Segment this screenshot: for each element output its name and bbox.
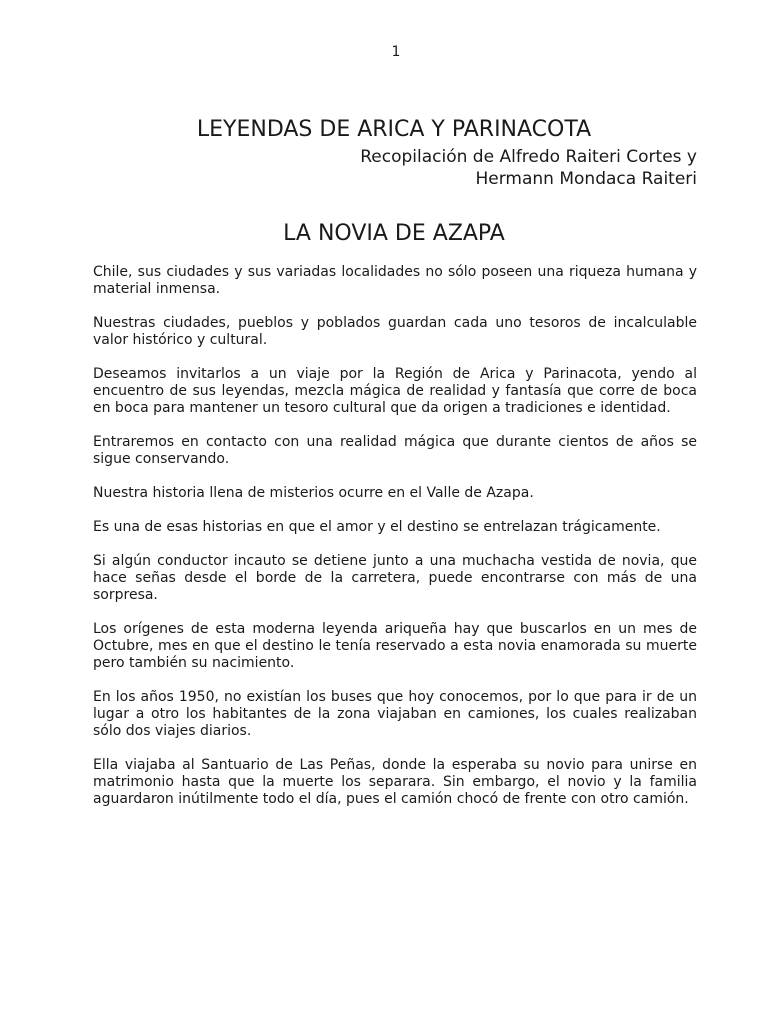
paragraph: Nuestra historia llena de misterios ocurre en el Valle de Azapa. xyxy=(93,485,534,501)
subtitle xyxy=(360,146,697,190)
paragraph: Los orígenes de esta moderna leyenda ariqueña hay que buscarlos en un mes de Octubre, mes en que el destino le tenía reservado a esta novia enamorada su muerte pero también su nacimiento. xyxy=(93,621,697,671)
paragraph: En los años 1950, no existían los buses que hoy conocemos, por lo que para ir de un lugar a otro los habitantes de la zona viajaban en camiones, los cuales realizaban sólo dos viajes diarios. xyxy=(93,689,697,739)
subtitle-line-2: Hermann Mondaca Raiteri xyxy=(475,169,697,189)
page-number: 1 xyxy=(391,44,401,60)
subtitle-line-1: Recopilación de Alfredo Raiteri Cortes y xyxy=(360,147,697,167)
paragraph: Si algún conductor incauto se detiene junto a una muchacha vestida de novia, que hace señas desde el borde de la carretera, puede encontrarse con más de una sorpresa. xyxy=(93,553,697,603)
paragraph: Entraremos en contacto con una realidad mágica que durante cientos de años se sigue conservando. xyxy=(93,434,697,467)
document-title: LEYENDAS DE ARICA Y PARINACOTA xyxy=(196,117,592,142)
paragraph: Deseamos invitarlos a un viaje por la Región de Arica y Parinacota, yendo al encuentro de sus leyendas, mezcla mágica de realidad y fantasía que corre de boca en boca para mantener un tesoro cultural que da origen a tradiciones e identidad. xyxy=(93,366,697,416)
paragraph: Chile, sus ciudades y sus variadas localidades no sólo poseen una riqueza humana y material inmensa. xyxy=(93,264,697,297)
paragraph: Ella viajaba al Santuario de Las Peñas, donde la esperaba su novio para unirse en matrimonio hasta que la muerte los separara. Sin embargo, el novio y la familia aguardaron inútilmente todo el día, pues el camión chocó de frente con otro camión. xyxy=(93,757,697,807)
paragraph: Es una de esas historias en que el amor y el destino se entrelazan trágicamente. xyxy=(93,519,661,535)
body-text xyxy=(93,264,697,825)
story-title: LA NOVIA DE AZAPA xyxy=(283,221,505,246)
paragraph: Nuestras ciudades, pueblos y poblados guardan cada uno tesoros de incalculable valor histórico y cultural. xyxy=(93,315,697,348)
